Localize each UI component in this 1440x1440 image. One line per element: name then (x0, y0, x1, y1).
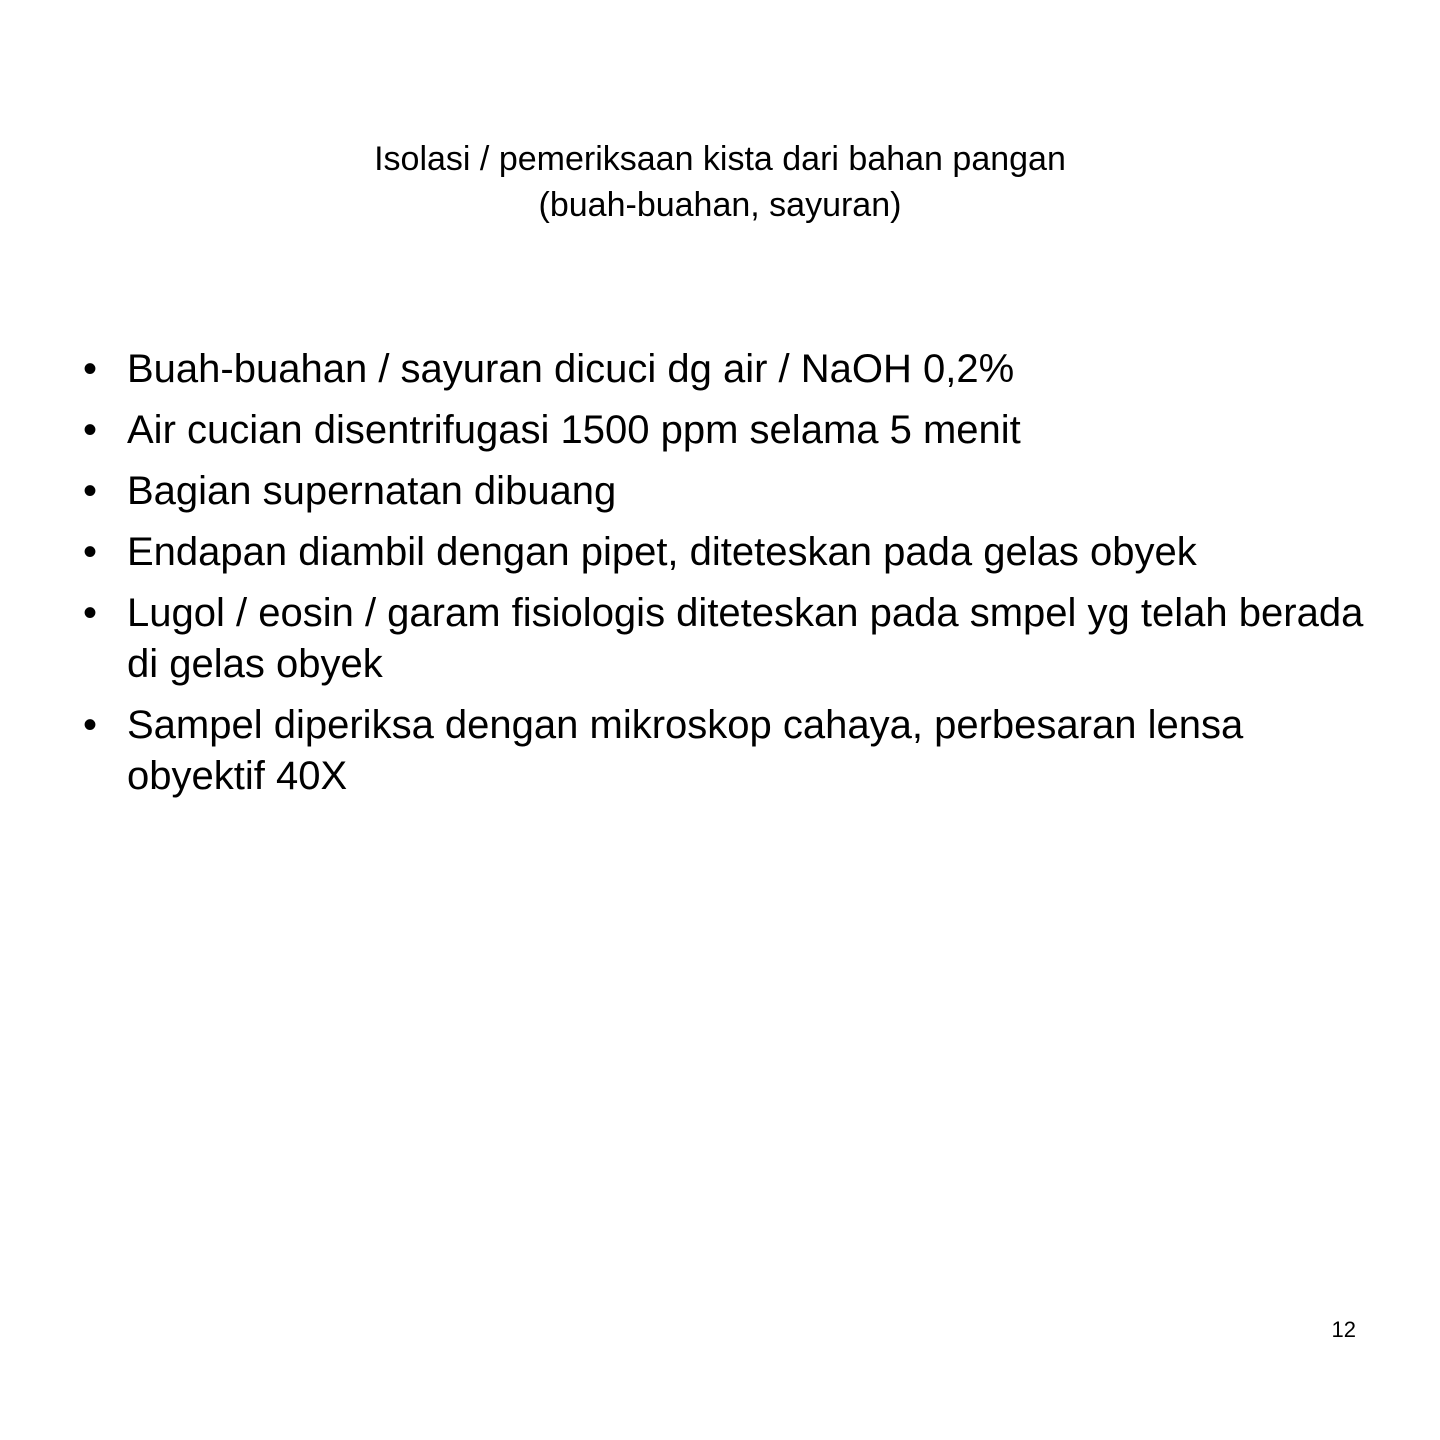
bullet-list (80, 344, 1380, 812)
slide-title-line-1: Isolasi / pemeriksaan kista dari bahan pangan (374, 140, 1066, 178)
bullet-text: Bagian supernatan dibuang (127, 469, 617, 513)
bullet-item-4 (80, 527, 1380, 578)
bullet-item-1 (80, 344, 1380, 395)
bullet-text: Air cucian disentrifugasi 1500 ppm selama 5 menit (127, 408, 1021, 452)
bullet-text: Sampel diperiksa dengan mikroskop cahaya, perbesaran lensa obyektif 40X (127, 703, 1244, 798)
bullet-dot-icon: • (82, 408, 97, 452)
bullet-dot-icon: • (82, 591, 97, 635)
bullet-dot-icon: • (82, 530, 97, 574)
bullet-item-2 (80, 405, 1380, 456)
bullet-text: Endapan diambil dengan pipet, diteteskan pada gelas obyek (127, 530, 1197, 574)
bullet-item-6 (80, 700, 1380, 802)
bullet-item-3 (80, 466, 1380, 517)
bullet-text: Lugol / eosin / garam fisiologis diteteskan pada smpel yg telah berada di gelas obyek (127, 591, 1364, 686)
bullet-item-5 (80, 588, 1380, 690)
slide-title-line-2: (buah-buahan, sayuran) (538, 186, 902, 224)
bullet-dot-icon: • (82, 469, 97, 513)
bullet-dot-icon: • (82, 703, 97, 747)
bullet-dot-icon: • (82, 347, 97, 391)
bullet-text: Buah-buahan / sayuran dicuci dg air / NaOH 0,2% (127, 347, 1015, 391)
page-number: 12 (1331, 1317, 1356, 1342)
slide-title (0, 136, 1440, 228)
